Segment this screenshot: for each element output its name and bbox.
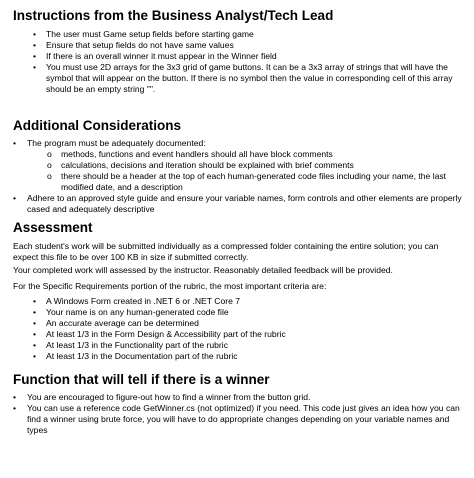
list-item: • An accurate average can be determined bbox=[33, 318, 199, 328]
winner-list bbox=[13, 392, 465, 436]
sub-list-item: o there should be a header at the top of each human-generated code files including your name, the last modified date, and a description bbox=[47, 171, 447, 192]
criteria-list bbox=[13, 296, 465, 362]
sub-list-item: o methods, functions and event handlers should all have block comments bbox=[47, 149, 333, 159]
list-item: • A Windows Form created in .NET 6 or .NET Core 7 bbox=[33, 296, 241, 306]
sub-list-item: o calculations, decisions and iteration should be explained with brief comments bbox=[47, 160, 354, 170]
list-item: • At least 1/3 in the Form Design & Accessibility part of the rubric bbox=[33, 329, 286, 339]
winner-heading: Function that will tell if there is a winner bbox=[13, 372, 270, 387]
list-item: • Ensure that setup fields do not have same values bbox=[33, 40, 234, 50]
list-item: • The user must Game setup fields before starting game bbox=[33, 29, 254, 39]
list-item: • You are encouraged to figure-out how to find a winner from the button grid. bbox=[13, 392, 311, 402]
list-item: • You can use a reference code GetWinner.cs (not optimized) if you need. This code just gives an idea how you can find a winner using brute force, you will have to do appropriate changes depending on your variable names and types bbox=[13, 403, 460, 435]
list-item: • At least 1/3 in the Documentation part of the rubric bbox=[33, 351, 238, 361]
considerations-sublist bbox=[44, 149, 464, 193]
considerations-heading: Additional Considerations bbox=[13, 118, 182, 133]
list-item: • If there is an overall winner it must appear in the Winner field bbox=[33, 51, 277, 61]
instructions-heading: Instructions from the Business Analyst/Tech Lead bbox=[13, 8, 334, 23]
list-item: • The program must be adequately documented: bbox=[13, 138, 206, 148]
assessment-paragraph: For the Specific Requirements portion of the rubric, the most important criteria are: bbox=[13, 281, 327, 291]
list-item: • Your name is on any human-generated code file bbox=[33, 307, 229, 317]
considerations-list bbox=[13, 138, 465, 149]
considerations-list-2 bbox=[13, 193, 465, 215]
assessment-heading: Assessment bbox=[13, 220, 93, 235]
assessment-paragraph: Your completed work will assessed by the instructor. Reasonably detailed feedback will be provided. bbox=[13, 265, 393, 275]
instructions-list bbox=[13, 29, 465, 95]
list-item: • You must use 2D arrays for the 3x3 grid of game buttons. It can be a 3x3 array of strings that will have the symbol that will appear on the button. If there is no symbol then the value in corresponding cell of this array should be an empty string "". bbox=[33, 62, 453, 94]
list-item: • At least 1/3 in the Functionality part of the rubric bbox=[33, 340, 228, 350]
list-item: • Adhere to an approved style guide and ensure your variable names, form controls and other elements are properly cased and adequately descriptive bbox=[13, 193, 462, 214]
assessment-paragraph: Each student's work will be submitted individually as a compressed folder containing the entire solution; you can expect this file to be over 100 KB in size if submitted correctly. bbox=[13, 241, 439, 262]
